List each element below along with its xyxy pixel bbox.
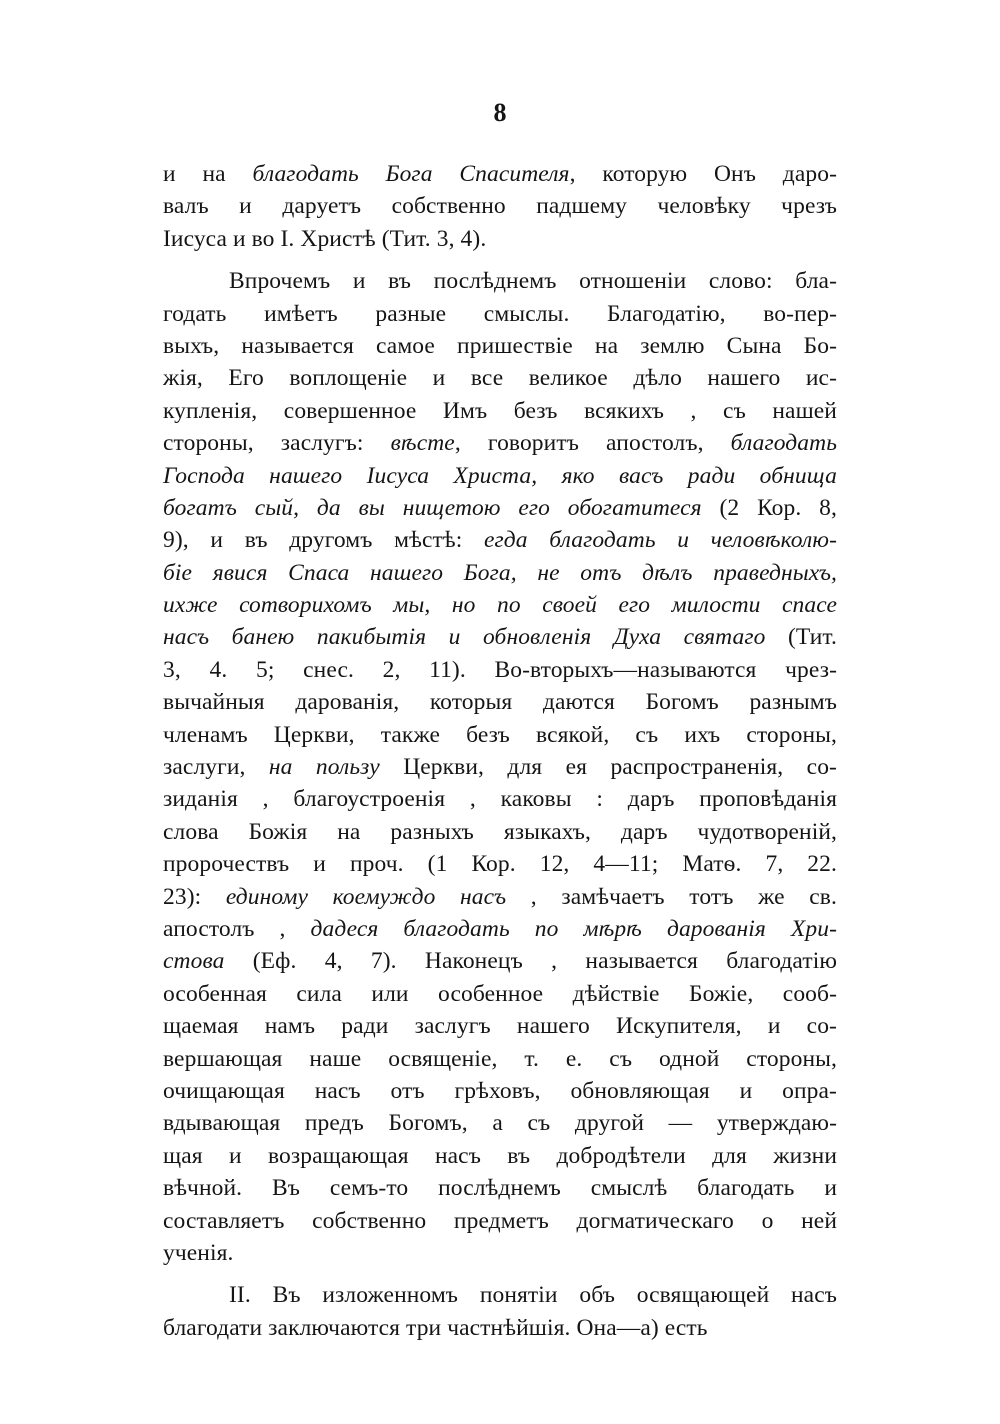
text-run: купленія, совершенное Имъ безъ всякихъ , съ нашей — [163, 397, 837, 424]
text-line — [163, 492, 837, 524]
text-run: (2 Кор. 8, — [701, 494, 837, 521]
italic-quote: Господа нашего Іисуса Христа, яко васъ ради обнища — [163, 462, 837, 489]
text-run: составляетъ собственно предметъ догматическаго о ней — [163, 1207, 837, 1234]
text-run: членамъ Церкви, также безъ всякой, съ ихъ стороны, — [163, 721, 837, 748]
italic-quote: біе явися Спаса нашего Бога, не отъ дѣлъ праведныхъ, — [163, 559, 837, 586]
text-run: выхъ, называется самое пришествіе на землю Сына Бо- — [163, 332, 837, 359]
italic-quote: дадеся благодать по мѣрѣ дарованія Хри- — [310, 915, 837, 942]
text-line — [163, 589, 837, 621]
paragraph — [163, 265, 837, 1269]
text-run: зиданія , благоустроенія , каковы : даръ проповѣданія — [163, 786, 837, 813]
text-run: ученія. — [163, 1239, 234, 1266]
italic-quote: ихже сотворихомъ мы, но по своей его милости спасе — [163, 592, 837, 619]
text-line — [163, 1279, 837, 1311]
text-run: валъ и даруетъ собственно падшему человѣку чрезъ — [163, 193, 837, 220]
text-line — [163, 654, 837, 686]
text-line — [163, 719, 837, 751]
page-number: 8 — [493, 98, 507, 127]
italic-quote: на пользу — [268, 754, 380, 781]
text-run: щаемая намъ ради заслугъ нашего Искупителя, и со- — [163, 1013, 837, 1040]
text-run: Впрочемъ и въ послѣднемъ отношеніи слово: бла- — [229, 268, 837, 295]
text-line — [163, 1140, 837, 1172]
text-line — [163, 1010, 837, 1042]
text-run: (Еф. 4, 7). Наконецъ , называется благодатію — [224, 948, 837, 975]
text-line — [163, 1075, 837, 1107]
text-line — [163, 1312, 837, 1344]
text-run: , которую Онъ даро- — [569, 161, 837, 187]
text-line — [163, 848, 837, 880]
text-run: вдывающая предъ Богомъ, а съ другой — утверждаю- — [163, 1110, 837, 1137]
text-line — [163, 298, 837, 330]
paragraph-gap — [163, 1269, 837, 1279]
paragraph — [163, 1279, 837, 1344]
text-line — [163, 265, 837, 297]
text-line — [163, 816, 837, 848]
text-run: II. Въ изложенномъ понятіи объ освящающей насъ — [229, 1282, 837, 1309]
text-line — [163, 751, 837, 783]
text-line — [163, 1107, 837, 1139]
text-line — [163, 913, 837, 945]
italic-quote: вѣсте — [390, 430, 455, 457]
text-run: очищающая насъ отъ грѣховъ, обновляющая и опра- — [163, 1077, 837, 1104]
text-run: (Тит. — [765, 624, 837, 651]
text-run: 9), и въ другомъ мѣстѣ: — [163, 527, 484, 554]
text-line — [163, 783, 837, 815]
text-run: Церкви, для ея распространенія, со- — [379, 754, 837, 781]
italic-quote: богатъ сый, да вы нищетою его обогатитеся — [163, 494, 702, 521]
text-run: вычайныя дарованія, которыя даются Богомъ разнымъ — [163, 689, 837, 716]
text-run: жія, Его воплощеніе и все великое дѣло нашего ис- — [163, 365, 837, 392]
text-line — [163, 1237, 837, 1269]
text-run: благодати заключаются три частнѣйшія. Она—а) есть — [163, 1314, 708, 1341]
text-run: пророчествъ и проч. (1 Кор. 12, 4—11; Матѳ. 7, 22. — [163, 851, 837, 878]
text-line — [163, 427, 837, 459]
paragraph — [163, 158, 837, 255]
text-line — [163, 1172, 837, 1204]
text-line — [163, 362, 837, 394]
italic-quote: благодать — [730, 430, 838, 457]
text-line — [163, 190, 837, 222]
text-run: 23): — [163, 883, 226, 910]
text-run: слова Божія на разныхъ языкахъ, даръ чудотвореній, — [163, 818, 837, 845]
text-line — [163, 621, 837, 653]
italic-quote: стова — [163, 948, 225, 975]
text-run: , говоритъ апостолъ, — [454, 430, 731, 457]
text-line — [163, 158, 837, 190]
text-run: 3, 4. 5; снес. 2, 11). Во-вторыхъ—называются чрез- — [163, 656, 837, 683]
text-run: щая и возращающая насъ въ добродѣтели для жизни — [163, 1142, 837, 1169]
text-line — [163, 223, 837, 255]
text-run: апостолъ , — [163, 915, 311, 942]
text-line — [163, 557, 837, 589]
italic-quote: благодать Бога Спасителя — [252, 161, 570, 187]
text-run: особенная сила или особенное дѣйствіе Божіе, сооб- — [163, 980, 837, 1007]
text-run: , замѣчаетъ тотъ же св. — [506, 883, 837, 910]
text-run: заслуги, — [163, 754, 269, 781]
text-line — [163, 460, 837, 492]
text-run: вѣчной. Въ семъ-то послѣднемъ смыслѣ благодать и — [163, 1175, 837, 1202]
text-run: стороны, заслугъ: — [163, 430, 391, 457]
text-line — [163, 524, 837, 556]
text-run: Іисуса и во І. Христѣ (Тит. 3, 4). — [163, 225, 487, 252]
italic-quote: егда благодать и человѣколю- — [484, 527, 837, 554]
text-line — [163, 330, 837, 362]
text-run: вершающая наше освященіе, т. е. съ одной стороны, — [163, 1045, 837, 1072]
text-line — [163, 686, 837, 718]
text-body — [163, 158, 837, 1344]
text-line — [163, 1043, 837, 1075]
text-line — [163, 978, 837, 1010]
text-run: и на — [163, 161, 253, 187]
italic-quote: единому коемуждо насъ — [225, 883, 507, 910]
text-line — [163, 395, 837, 427]
text-run: годать имѣетъ разные смыслы. Благодатію, во-пер- — [163, 300, 837, 327]
text-line — [163, 945, 837, 977]
paragraph-gap — [163, 255, 837, 265]
text-line — [163, 881, 837, 913]
italic-quote: насъ банею пакибытія и обновленія Духа святаго — [163, 624, 766, 651]
text-line — [163, 1205, 837, 1237]
